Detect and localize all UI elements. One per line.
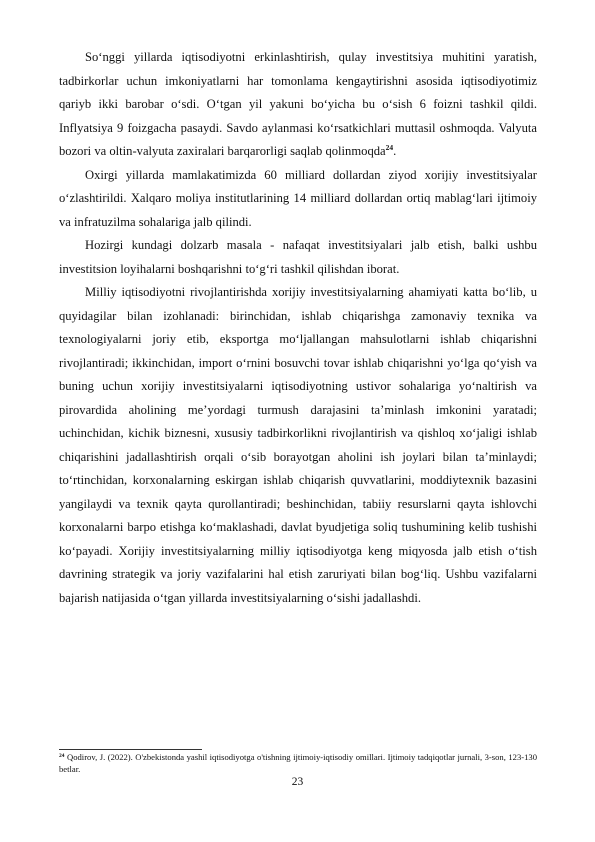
paragraph-importance-of-investment: Milliy iqtisodiyotni rivojlantirishda xorijiy investitsiyalarning ahamiyati katta bo‘lib, u quyidagilar bilan izohlanadi: birinchidan, ishlab chiqarishga zamonaviy texnika va texnologiyalarni joriy etib, eksportga mo‘ljallangan mahsulotlarni ishlab chiqarishni rivojlantiradi; ikkinchidan, import o‘rnini bosuvchi tovar ishlab chiqarishni yo‘lga qo‘yish va buning uchun xorijiy investitsiyalarni iqtisodiyotning ustivor sohalariga yo‘naltirish va pirovardida aholining me’yordagi turmush darajasini ta’minlash imkonini yaratadi; uchinchidan, kichik biznesni, xususiy tadbirkorlikni rivojlantirish va qishloq xo‘jaligi ishlab chiqarishini jadallashtirish orqali o‘sib borayotgan aholini ish joylari bilan ta’minlaydi; to‘rtinchidan, korxonalarning eskirgan ishlab chiqarish quvvatlarini, moddiytexnik bazasini yangilaydi va texnik qayta qurollantiradi; beshinchidan, tabiiy resurslarni qayta ishlovchi korxonalarni barpo etishga ko‘maklashadi, davlat byudjetiga soliq tushumining kelib tushishi ko‘payadi. Xorijiy investitsiyalarning milliy iqtisodiyotga keng miqyosda jalb etish o‘tish davrining strategik va joriy vazifalarini hal etish zaruriyati bilan bog‘liq. Ushbu vazifalarni bajarish natijasida o‘tgan yillarda investitsiyalarning o‘sishi jadallashdi. (59, 285, 537, 605)
footnote-text: Qodirov, J. (2022). O'zbekistonda yashil iqtisodiyotga o'tishning ijtimoiy-iqtisodiy omillari. Ijtimoiy tadqiqotlar jurnali, 3-son, 123-130 betlar. (59, 752, 537, 774)
document-body (59, 46, 537, 610)
footnote (59, 752, 537, 775)
paragraph-current-issue: Hozirgi kundagi dolzarb masala - nafaqat investitsiyalari jalb etish, balki ushbu investitsion loyihalarni boshqarishni to‘g‘ri tashkil qilishdan iborat. (59, 238, 537, 276)
footnote-reference[interactable]: 24 (385, 143, 394, 152)
footnote-separator (59, 749, 202, 750)
paragraph-1-text: So‘nggi yillarda iqtisodiyotni erkinlashtirish, qulay investitsiya muhitini yaratish, tadbirkorlar uchun imkoniyatlarni har tomonlama kengaytirishni asosida iqtisodiyotimiz qariyb ikki barobar o‘sdi. O‘tgan yil yakuni bo‘yicha bu o‘sish 6 foizni tashkil qildi. Inflyatsiya 9 foizgacha pasaydi. Savdo aylanmasi ko‘rsatkichlari muttasil oshmoqda. Valyuta bozori va oltin-valyuta zaxiralari barqarorligi saqlab qolinmoqda (59, 50, 537, 158)
page-number: 23 (291, 776, 304, 788)
paragraph-economic-growth (59, 46, 537, 164)
paragraph-1-end: . (393, 144, 397, 158)
paragraph-foreign-investment: Oxirgi yillarda mamlakatimizda 60 milliard dollardan ziyod xorijiy investitsiyalar o‘zlashtirildi. Xalqaro moliya institutlarining 14 milliard dollardan ortiq mablag‘lari ijtimoiy va infratuzilma sohalariga jalb qilindi. (59, 167, 537, 229)
footnote-number: 24 (59, 753, 65, 759)
